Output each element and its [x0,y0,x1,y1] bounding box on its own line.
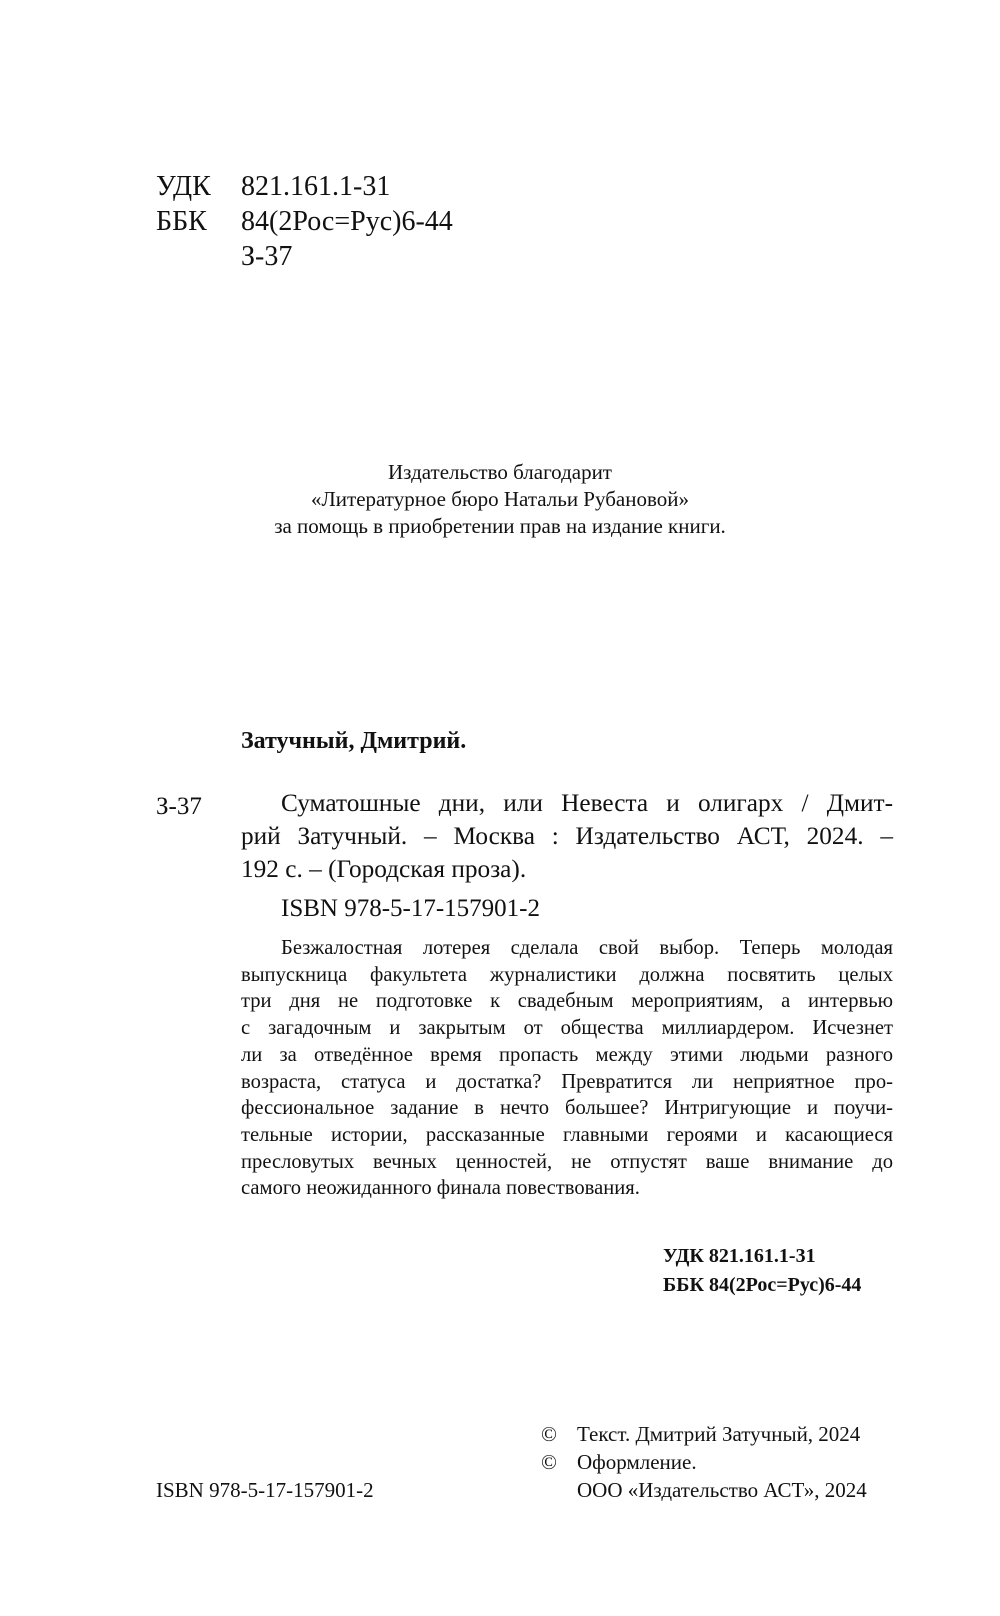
header-codes [156,169,556,279]
annotation-line: пресловутых вечных ценностей, не отпустят ваше внимание до [241,1150,893,1173]
catalog-isbn: ISBN 978-5-17-157901-2 [281,895,541,922]
annotation-line: с загадочным и закрытым от общества миллиардером. Исчезнет [241,1017,893,1040]
annotation-line: фессиональное задание в нечто большее? Интригующие и поучи- [241,1097,893,1120]
copyright-text: Оформление. [577,1450,697,1474]
description-line: 192 с. – (Городская проза). [241,855,527,883]
annotation-line: тельные истории, рассказанные главными героями и касающиеся [241,1123,893,1146]
acknowledgement-line: Издательство благодарит [388,460,612,484]
copyright-text: Текст. Дмитрий Затучный, 2024 [577,1422,861,1446]
udk-value: 821.161.1-31 [241,171,391,202]
footer-codes [663,1242,861,1300]
copyright-icon: © [541,1450,557,1474]
annotation-line: выпускница факультета журналистики должна посвятить целых [241,963,893,986]
description-line: Суматошные дни, или Невеста и олигарх / Дмит- [281,789,893,817]
copyright-icon: © [541,1422,557,1446]
bbk-value: 84(2Рос=Рус)6-44 [241,206,453,237]
annotation [241,935,893,1202]
acknowledgement [0,459,1000,540]
annotation-line: возраста, статуса и достатка? Превратится ли неприятное про- [241,1070,893,1093]
annotation-line: Безжалостная лотерея сделала свой выбор. Теперь молодая [281,937,893,959]
footer-udk: УДК 821.161.1-31 [663,1245,816,1267]
annotation-line: самого неожиданного финала повествования. [241,1177,640,1200]
acknowledgement-line: за помощь в приобретении прав на издание книги. [274,514,726,538]
description-line: рий Затучный. – Москва : Издательство АСТ, 2024. – [241,822,893,850]
copyright-text: ООО «Издательство АСТ», 2024 [577,1478,867,1502]
annotation-line: три дня не подготовке к свадебным мероприятиям, а интервью [241,990,893,1013]
author-code: З-37 [156,793,202,820]
footer-bbk: ББК 84(2Рос=Рус)6-44 [663,1274,862,1296]
author-heading: Затучный, Дмитрий. [241,728,467,754]
udk-label: УДК [156,171,211,202]
acknowledgement-line: «Литературное бюро Натальи Рубановой» [311,487,689,511]
bibliographic-description [241,787,893,886]
author-mark-value: З-37 [241,241,293,272]
footer-isbn: ISBN 978-5-17-157901-2 [156,1478,374,1502]
bbk-label: ББК [156,206,207,237]
annotation-line: ли за отведённое время пропасть между этими людьми разного [241,1043,893,1066]
